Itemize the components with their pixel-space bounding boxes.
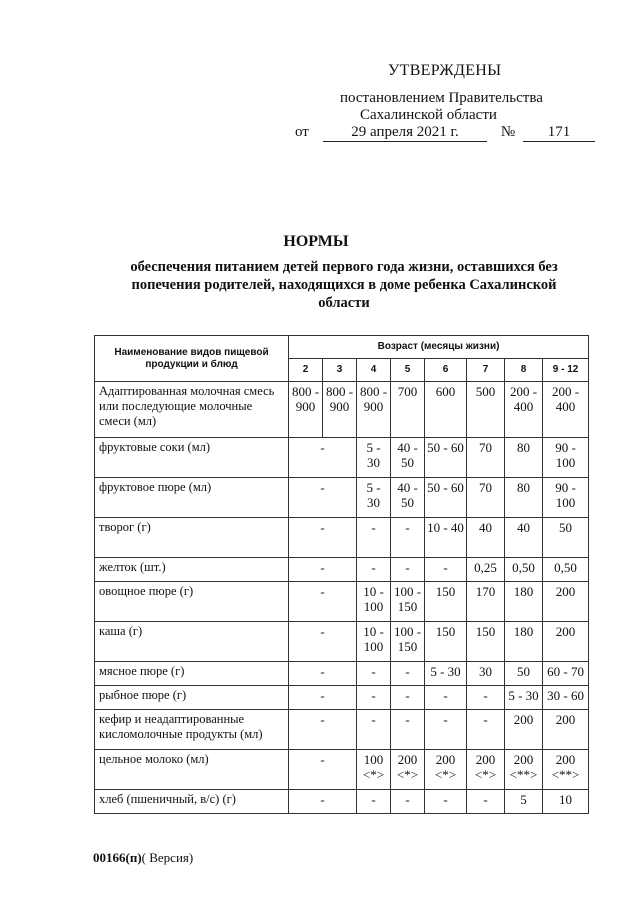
norm-value-cell: 40 [467, 518, 505, 558]
norm-value-cell: - [391, 710, 425, 750]
norm-value-cell: 0,25 [467, 558, 505, 582]
norm-value-cell: 40 - 50 [391, 478, 425, 518]
norm-value-cell: 200 <*> [467, 750, 505, 790]
month-header-5: 7 [467, 359, 505, 382]
norm-value-cell: 150 [425, 582, 467, 622]
norm-value-cell: 10 - 40 [425, 518, 467, 558]
norm-value-cell: 5 [505, 790, 543, 814]
norm-value-cell: - [357, 662, 391, 686]
norm-value-cell: - [467, 710, 505, 750]
norm-value-cell: 90 - 100 [543, 438, 589, 478]
merged-months-2-3-cell: - [289, 790, 357, 814]
approval-number: 171 [523, 124, 595, 142]
product-name-cell: хлеб (пшеничный, в/с) (г) [95, 790, 289, 814]
norm-value-cell: 5 - 30 [505, 686, 543, 710]
table-row [95, 582, 589, 622]
product-name-cell: кефир и неадаптированные кисломолочные продукты (мл) [95, 710, 289, 750]
product-name-cell: каша (г) [95, 622, 289, 662]
norm-value-cell: 5 - 30 [425, 662, 467, 686]
month-header-7: 9 - 12 [543, 359, 589, 382]
norm-value-cell: 200 - 400 [505, 382, 543, 438]
norm-value-cell: - [391, 662, 425, 686]
norm-value-cell: 80 [505, 438, 543, 478]
norms-table [94, 335, 589, 814]
norm-value-cell: 800 - 900 [289, 382, 323, 438]
product-name-cell: рыбное пюре (г) [95, 686, 289, 710]
table-row [95, 478, 589, 518]
table-row [95, 710, 589, 750]
norm-value-cell: 10 [543, 790, 589, 814]
norm-value-cell: - [391, 558, 425, 582]
norm-value-cell: 30 - 60 [543, 686, 589, 710]
product-name-cell: творог (г) [95, 518, 289, 558]
table-row [95, 686, 589, 710]
norm-value-cell: - [357, 558, 391, 582]
table-row [95, 662, 589, 686]
merged-months-2-3-cell: - [289, 662, 357, 686]
product-name-cell: овощное пюре (г) [95, 582, 289, 622]
document-code: 00166(п) [93, 850, 142, 865]
norm-value-cell: 70 [467, 438, 505, 478]
norm-value-cell: - [391, 518, 425, 558]
norms-table-body [95, 382, 589, 814]
norm-value-cell: 40 - 50 [391, 438, 425, 478]
table-row [95, 382, 589, 438]
product-column-header: Наименование видов пищевой продукции и блюд [95, 336, 289, 382]
approval-line-1: постановлением Правительства [340, 90, 543, 106]
month-header-3: 5 [391, 359, 425, 382]
norm-value-cell: 180 [505, 582, 543, 622]
norm-value-cell: - [357, 710, 391, 750]
merged-months-2-3-cell: - [289, 518, 357, 558]
norm-value-cell: 30 [467, 662, 505, 686]
norm-value-cell: - [391, 790, 425, 814]
month-header-0: 2 [289, 359, 323, 382]
norm-value-cell: - [425, 790, 467, 814]
norm-value-cell: 5 - 30 [357, 478, 391, 518]
month-header-4: 6 [425, 359, 467, 382]
norm-value-cell: 50 - 60 [425, 478, 467, 518]
norm-value-cell: 700 [391, 382, 425, 438]
norm-value-cell: - [467, 686, 505, 710]
table-row [95, 750, 589, 790]
norm-value-cell: - [425, 710, 467, 750]
norm-value-cell: 200 <*> [391, 750, 425, 790]
month-header-1: 3 [323, 359, 357, 382]
footer-code-line [93, 850, 193, 866]
norm-value-cell: 50 [505, 662, 543, 686]
merged-months-2-3-cell: - [289, 710, 357, 750]
month-header-6: 8 [505, 359, 543, 382]
product-name-cell: фруктовые соки (мл) [95, 438, 289, 478]
norm-value-cell: 170 [467, 582, 505, 622]
norm-value-cell: - [357, 790, 391, 814]
norm-value-cell: - [357, 686, 391, 710]
product-name-cell: фруктовое пюре (мл) [95, 478, 289, 518]
norm-value-cell: 800 - 900 [357, 382, 391, 438]
norm-value-cell: 200 [505, 710, 543, 750]
norm-value-cell: 40 [505, 518, 543, 558]
norm-value-cell: 100 <*> [357, 750, 391, 790]
table-row [95, 438, 589, 478]
document-subtitle: обеспечения питанием детей первого года жизни, оставшихся без попечения родителей, находящихся в доме ребенка Сахалинской области [130, 259, 558, 311]
norm-value-cell: - [391, 686, 425, 710]
norm-value-cell: - [357, 518, 391, 558]
norm-value-cell: 80 [505, 478, 543, 518]
norm-value-cell: 200 <**> [505, 750, 543, 790]
age-column-header: Возраст (месяцы жизни) [289, 336, 589, 359]
table-row [95, 622, 589, 662]
approval-date: 29 апреля 2021 г. [323, 124, 487, 142]
norm-value-cell: 100 - 150 [391, 582, 425, 622]
approval-heading: УТВЕРЖДЕНЫ [388, 62, 502, 79]
norm-value-cell: 0,50 [505, 558, 543, 582]
norm-value-cell: 0,50 [543, 558, 589, 582]
approval-line-2: Сахалинской области [360, 107, 497, 123]
norm-value-cell: 600 [425, 382, 467, 438]
merged-months-2-3-cell: - [289, 622, 357, 662]
merged-months-2-3-cell: - [289, 438, 357, 478]
table-row [95, 518, 589, 558]
table-row [95, 558, 589, 582]
norm-value-cell: - [425, 558, 467, 582]
merged-months-2-3-cell: - [289, 750, 357, 790]
norm-value-cell: 10 - 100 [357, 582, 391, 622]
product-name-cell: Адаптированная молочная смесь или последующие молочные смеси (мл) [95, 382, 289, 438]
merged-months-2-3-cell: - [289, 478, 357, 518]
norm-value-cell: 50 [543, 518, 589, 558]
merged-months-2-3-cell: - [289, 582, 357, 622]
norm-value-cell: 10 - 100 [357, 622, 391, 662]
number-label: № [500, 124, 516, 140]
norm-value-cell: 150 [467, 622, 505, 662]
document-version: ( Версия) [141, 850, 194, 865]
norm-value-cell: 180 [505, 622, 543, 662]
norm-value-cell: - [467, 790, 505, 814]
table-row [95, 790, 589, 814]
norm-value-cell: 200 <**> [543, 750, 589, 790]
norm-value-cell: 200 [543, 582, 589, 622]
merged-months-2-3-cell: - [289, 686, 357, 710]
product-name-cell: желток (шт.) [95, 558, 289, 582]
product-name-cell: цельное молоко (мл) [95, 750, 289, 790]
norm-value-cell: 90 - 100 [543, 478, 589, 518]
norm-value-cell: 100 - 150 [391, 622, 425, 662]
document-title: НОРМЫ [283, 233, 349, 250]
approval-date-line [295, 124, 595, 142]
norm-value-cell: 50 - 60 [425, 438, 467, 478]
norm-value-cell: 200 [543, 710, 589, 750]
date-prefix: от [295, 124, 309, 140]
norm-value-cell: 70 [467, 478, 505, 518]
merged-months-2-3-cell: - [289, 558, 357, 582]
norm-value-cell: 200 <*> [425, 750, 467, 790]
product-name-cell: мясное пюре (г) [95, 662, 289, 686]
norm-value-cell: 500 [467, 382, 505, 438]
norm-value-cell: 5 - 30 [357, 438, 391, 478]
norm-value-cell: 150 [425, 622, 467, 662]
norm-value-cell: 200 - 400 [543, 382, 589, 438]
norm-value-cell: 800 - 900 [323, 382, 357, 438]
norm-value-cell: 60 - 70 [543, 662, 589, 686]
norm-value-cell: 200 [543, 622, 589, 662]
norm-value-cell: - [425, 686, 467, 710]
month-header-2: 4 [357, 359, 391, 382]
